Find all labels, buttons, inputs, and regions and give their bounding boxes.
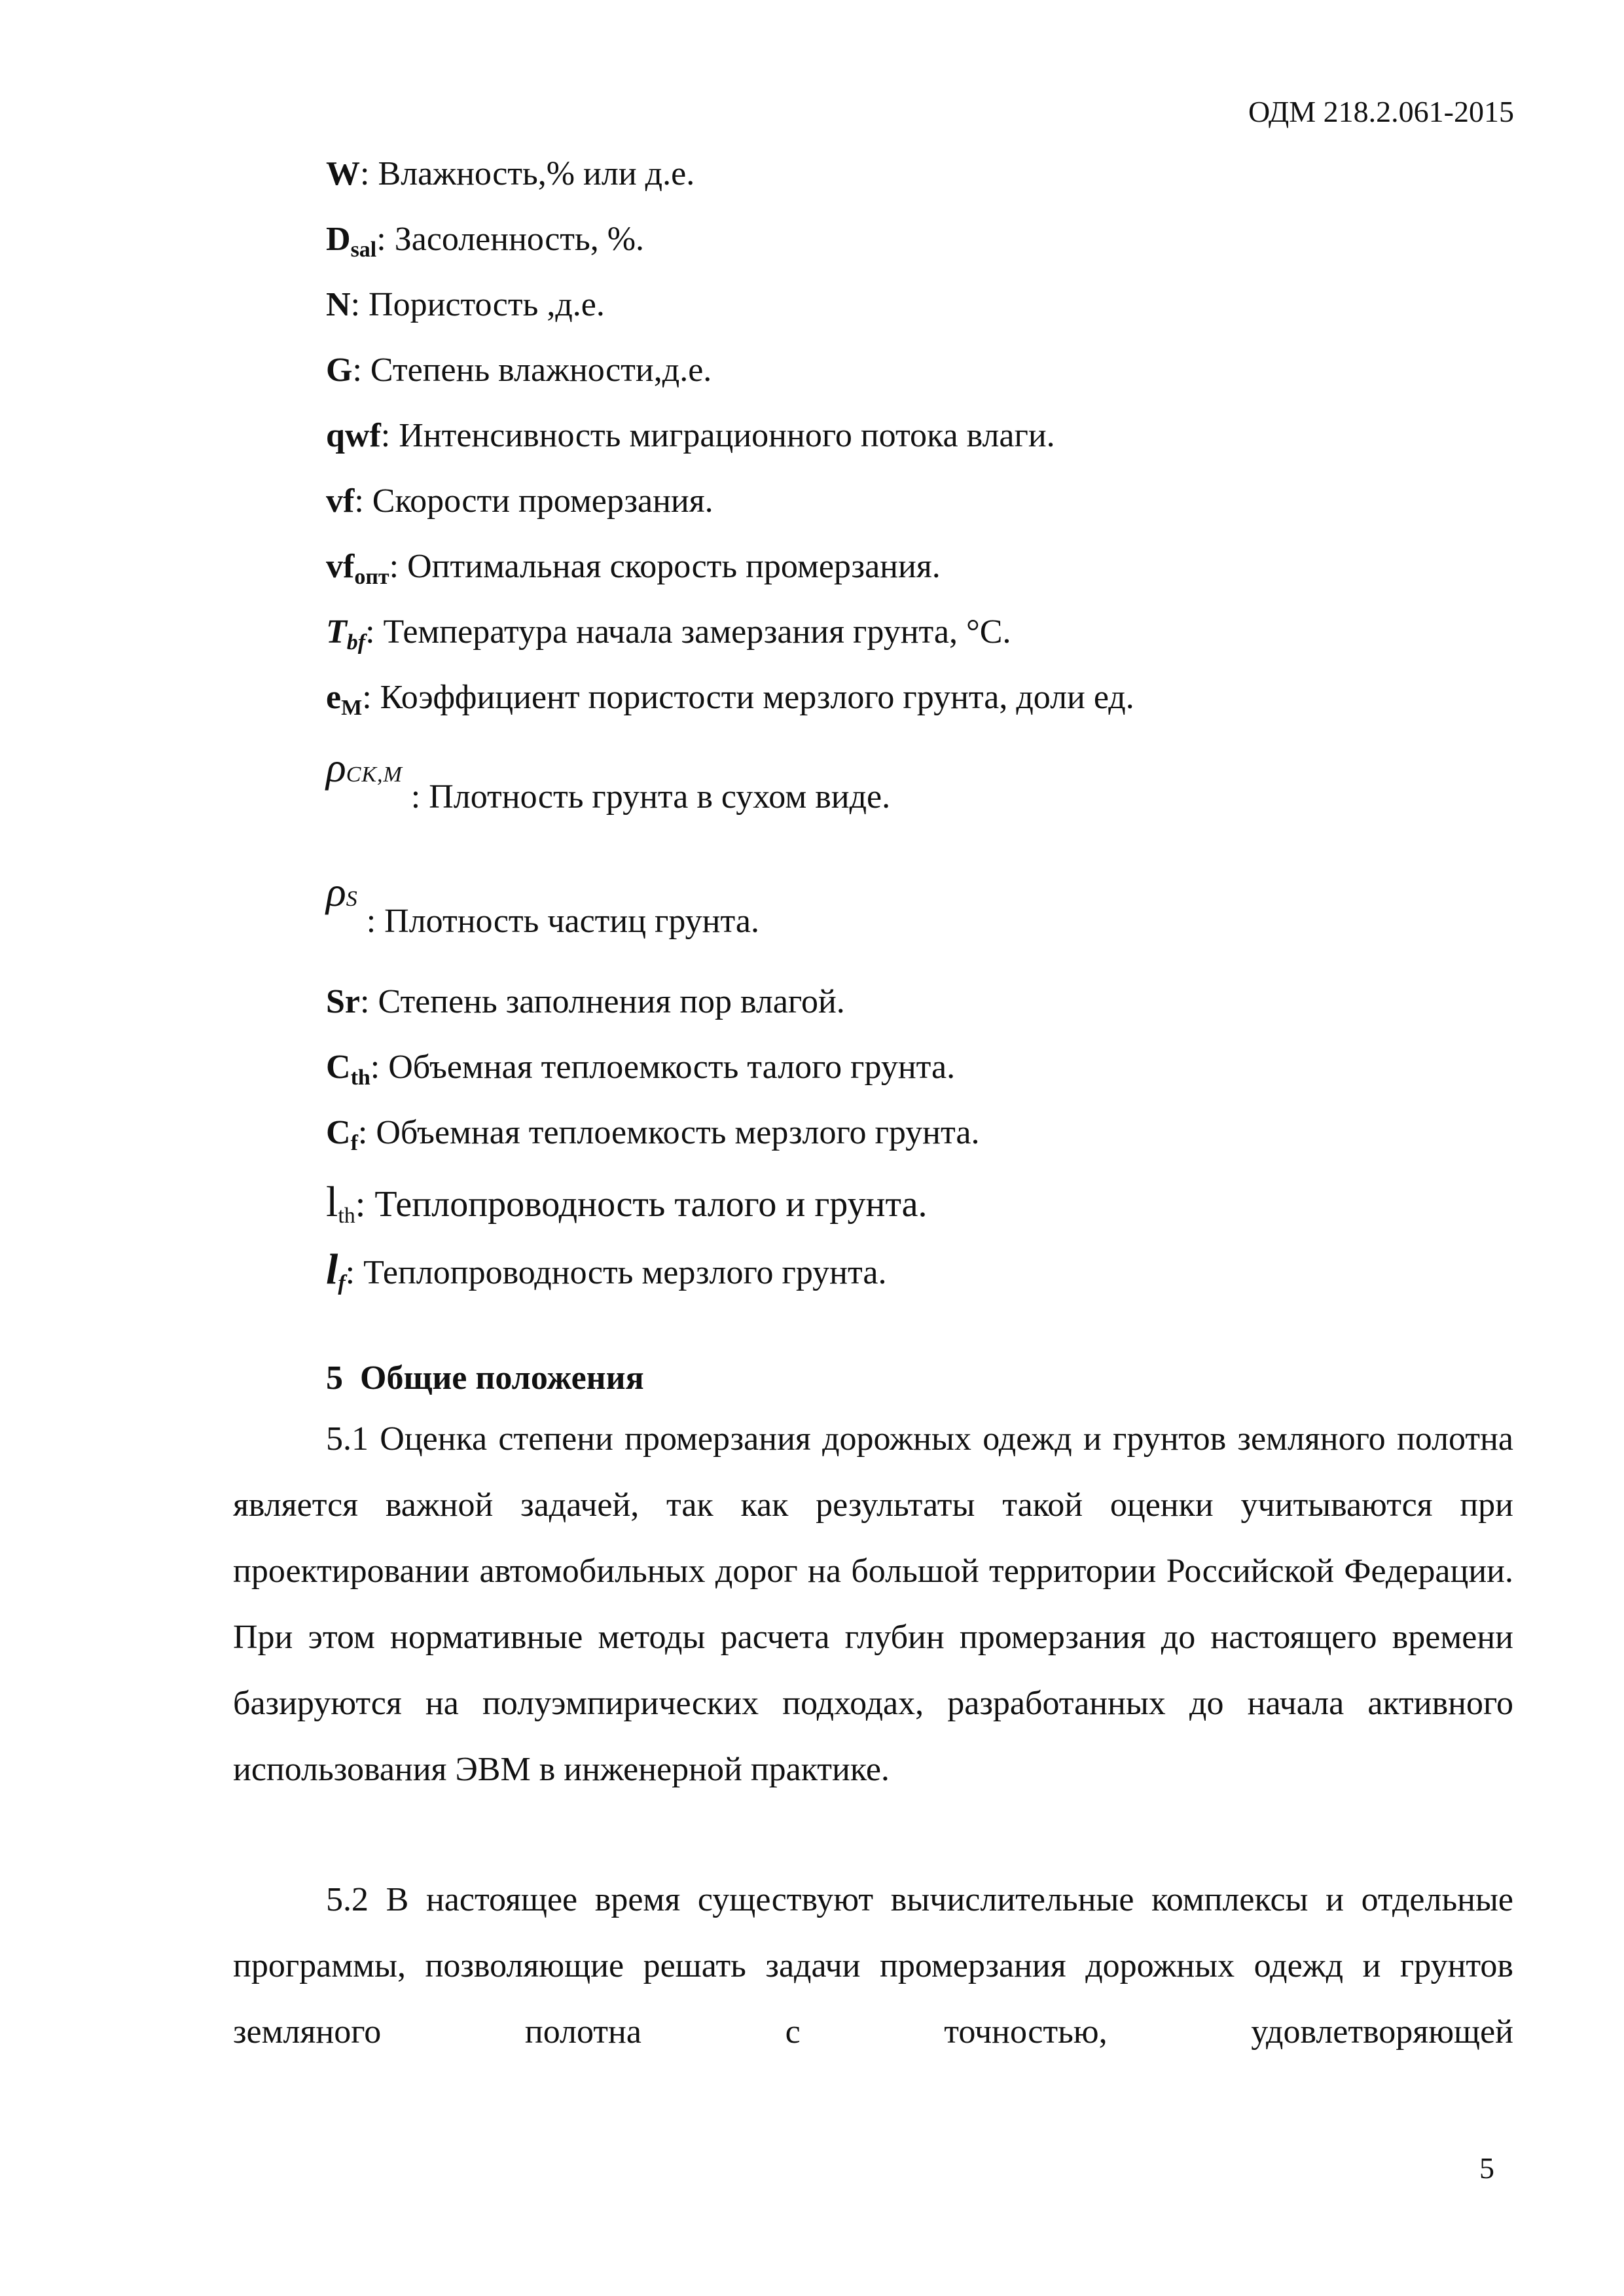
symbol-description: : Объемная теплоемкость талого грунта.: [370, 1049, 956, 1086]
symbol: Sr: [326, 983, 360, 1020]
symbol-subscript: sal: [350, 238, 377, 262]
symbol-description: : Скорости промерзания.: [354, 482, 713, 520]
symbol-row-rho-s: [326, 869, 759, 944]
symbol: e: [326, 679, 342, 716]
document-code: ОДМ 218.2.061-2015: [1248, 95, 1514, 128]
symbol-row-vf-opt: [326, 547, 941, 591]
symbol-row-lth: [326, 1176, 928, 1230]
symbol-row-cth: [326, 1047, 955, 1092]
symbol-subscript: th: [350, 1066, 370, 1090]
symbol: T: [326, 613, 347, 651]
symbol-row-n: [326, 285, 605, 325]
symbol: vf: [326, 482, 355, 520]
page-number: 5: [1479, 2151, 1494, 2185]
rho-symbol: [326, 743, 403, 793]
symbol-description: : Коэффициент пористости мерзлого грунта, доли ед.: [362, 679, 1134, 716]
symbol: D: [326, 221, 351, 258]
symbol-row-lf: [326, 1244, 886, 1297]
symbol-subscript: S: [346, 887, 358, 911]
symbol-subscript: th: [338, 1204, 355, 1228]
section-heading: [326, 1359, 644, 1397]
symbol-description: : Теплопроводность талого и грунта.: [355, 1184, 928, 1225]
paragraph-5-2: 5.2 В настоящее время существуют вычислительные комплексы и отдельные программы, позволяющие решать задачи промерзания дорожных одежд и грунтов земляного полотна с точностью, удовлетворяющей: [233, 1881, 1513, 2051]
symbol-row-rho-sk: [326, 744, 891, 819]
section-title: Общие положения: [360, 1359, 644, 1397]
symbol-row-em: [326, 677, 1134, 722]
symbol-subscript: M: [341, 696, 363, 720]
symbol: C: [326, 1114, 351, 1151]
symbol: qwf: [326, 417, 381, 454]
symbol-description: : Пористость ,д.е.: [350, 286, 605, 323]
symbol-row-sr: [326, 982, 845, 1022]
symbol: vf: [326, 548, 355, 585]
symbol: C: [326, 1049, 351, 1086]
symbol: ρ: [326, 869, 346, 915]
symbol-description: : Плотность частиц грунта.: [357, 903, 759, 940]
symbol-description: : Плотность грунта в сухом виде.: [402, 778, 891, 816]
symbol: ρ: [326, 744, 346, 791]
symbol-description: : Теплопроводность мерзлого грунта.: [345, 1254, 887, 1291]
symbol-row-dsal: [326, 219, 644, 264]
symbol-subscript: bf: [346, 630, 366, 655]
symbol-description: : Засоленность, %.: [376, 221, 645, 258]
symbol-subscript: f: [350, 1131, 358, 1155]
symbol-description: : Интенсивность миграционного потока влаги.: [380, 417, 1055, 454]
symbol: l: [326, 1178, 338, 1226]
symbol-description: : Объемная теплоемкость мерзлого грунта.: [357, 1114, 980, 1151]
symbol-row-qwf: [326, 416, 1055, 456]
symbol-description: : Влажность,% или д.е.: [360, 155, 695, 192]
section-number: 5: [326, 1359, 343, 1397]
symbol-row-g: [326, 350, 712, 391]
symbol-row-cf: [326, 1113, 979, 1157]
symbol: l: [326, 1246, 338, 1293]
symbol: N: [326, 286, 351, 323]
symbol-row-w: [326, 154, 695, 194]
symbol-row-tbf: [326, 612, 1011, 656]
symbol-description: : Степень влажности,д.е.: [352, 351, 712, 389]
symbol-subscript: опт: [354, 565, 389, 589]
symbol-description: : Степень заполнения пор влагой.: [360, 983, 845, 1020]
symbol-description: : Температура начала замерзания грунта, °С.: [365, 613, 1011, 651]
paragraph-5-1: 5.1 Оценка степени промерзания дорожных одежд и грунтов земляного полотна является важной задачей, так как результаты такой оценки учитываются при проектировании автомобильных дорог на большой территории Российской Федерации. При этом нормативные методы расчета глубин промерзания до настоящего времени базируются на полуэмпирических подходах, разработанных до начала активного использования ЭВМ в инженерной практике.: [233, 1420, 1513, 1788]
symbol-description: : Оптимальная скорость промерзания.: [389, 548, 941, 585]
symbol: W: [326, 155, 360, 192]
symbol: G: [326, 351, 353, 389]
symbol-subscript: f: [338, 1271, 346, 1295]
rho-symbol: [326, 867, 358, 918]
symbol-subscript: СК,М: [346, 762, 403, 787]
symbol-row-vf: [326, 481, 713, 522]
